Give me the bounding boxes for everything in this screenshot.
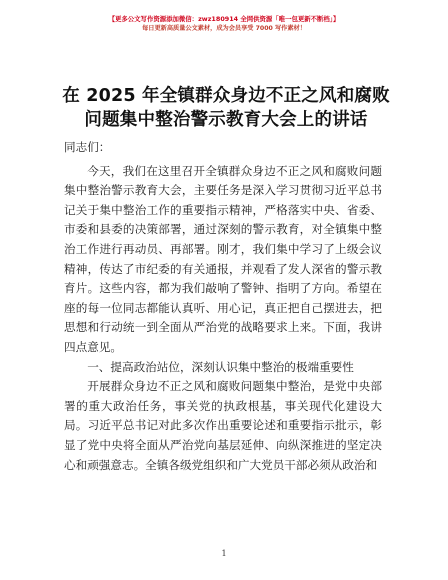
promo-banner-line-1: 【更多公文写作资源添加微信：zwz180914 全网供资源「唯一包更新不断档」】 <box>108 15 340 23</box>
intro-paragraph: 今天，我们在这里召开全镇群众身边不正之风和腐败问题集中整治警示教育大会，主要任务是深入学习贯彻习近平总书记关于集中整治工作的重要指示精神，严格落实中央、省委、市委和县委的决策部署，通过深刻的警示教育，对全镇集中整治工作进行再动员、再部署。刚才，我们集中学习了上级会议精神，传达了市纪委的有关通报，并观看了发人深省的警示教育片。这些内容，都为我们敲响了警钟、指明了方向。希望在座的每一位同志都能认真听、用心记，真正把自己摆进去，把思想和行动统一到全面从严治党的战略要求上来。下面，我讲四点意见。 <box>64 163 382 354</box>
section-paragraph: 开展群众身边不正之风和腐败问题集中整治，是党中央部署的重大政治任务，事关党的执政根基，事关现代化建设大局。习近平总书记对此多次作出重要论述和重要指示批示，彰显了党中央将全面从严治党向基层延伸、向纵深推进的坚定决心和顽强意志。全镇各级党组织和广大党员干部必须从政治和 <box>64 379 382 472</box>
promo-banner <box>0 14 448 34</box>
document-body <box>64 138 382 475</box>
section-heading: 一、提高政治站位，深刻认识集中整治的极端重要性 <box>87 359 354 374</box>
salutation: 同志们： <box>64 140 111 154</box>
page-number: 1 <box>221 549 227 558</box>
document-title: 在 2025 年全镇群众身边不正之风和腐败问题集中整治警示教育大会上的讲话 <box>62 86 390 130</box>
promo-banner-line-2: 每日更新高质量公文素材，成为会员享受 7000 写作素材！ <box>142 25 306 32</box>
